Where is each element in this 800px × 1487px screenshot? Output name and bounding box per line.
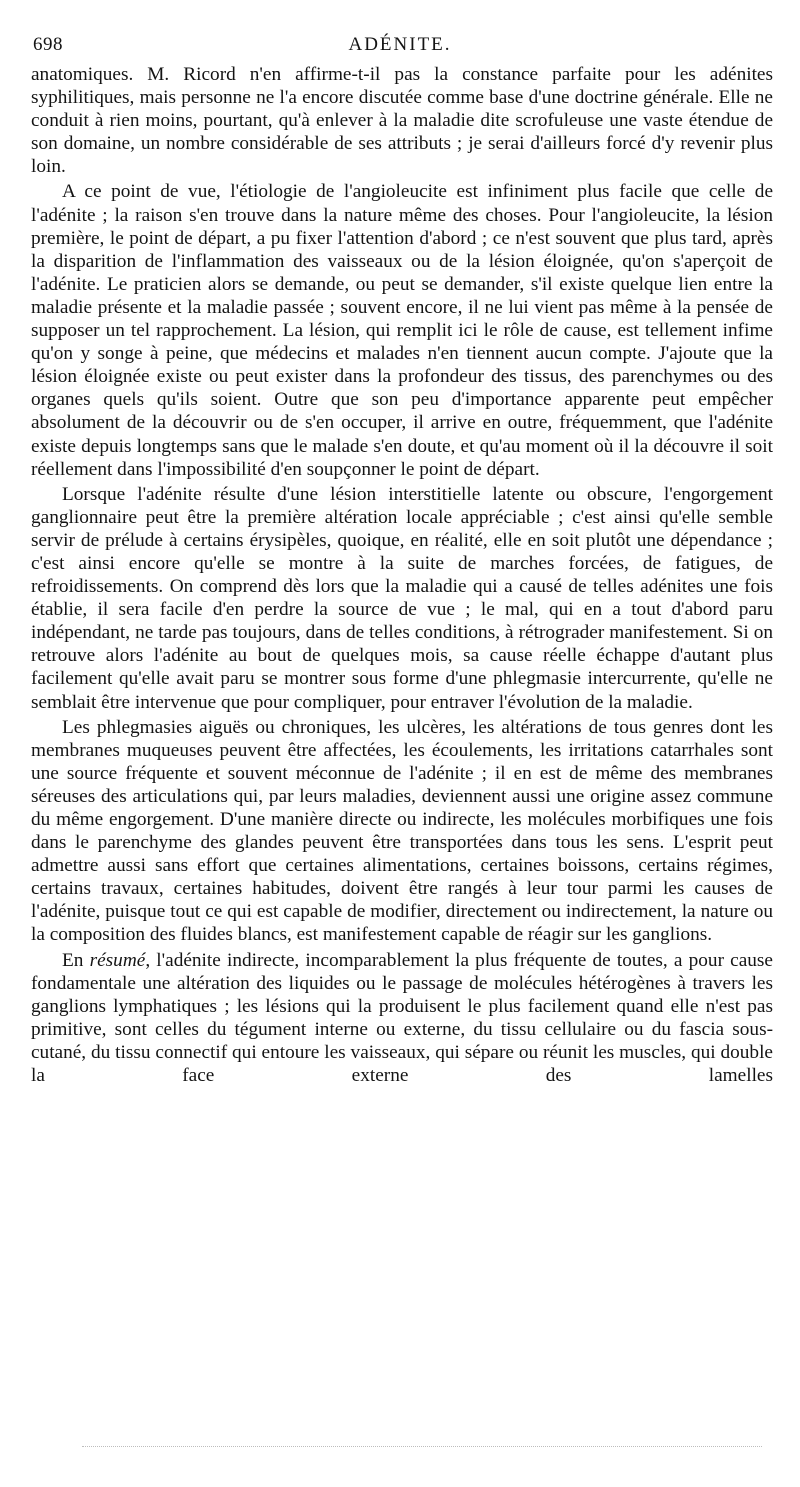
paragraph-3: Lorsque l'adénite résulte d'une lésion interstitielle latente ou obscure, l'engorgement ganglionnaire peut être la première altération locale appréciable ; c'est ainsi qu'elle semble servir de prélude à certains érysipèles, quoique, en réalité, elle en soit plutôt une dépendance ; c'est ainsi encore qu'elle se montre à la suite de marches forcées, de fatigues, de refroidissements. On comprend dès lors que la maladie qui a causé de telles adénites une fois établie, il sera facile d'en perdre la source de vue ; le mal, qui en a tout d'abord paru indépendant, ne tarde pas toujours, dans de telles conditions, à rétrograder manifestement. Si on retrouve alors l'adénite au bout de quelques mois, sa cause réelle échappe d'autant plus facilement qu'elle avait paru se montrer sous forme d'une phlegmasie intercurrente, qu'elle ne semblait être intervenue que pour compliquer, pour entraver l'évolution de la maladie. bbox=[31, 483, 773, 713]
paragraph-5 bbox=[31, 949, 773, 1088]
paragraph-5-lead: En bbox=[62, 949, 90, 971]
body-text bbox=[31, 63, 773, 1089]
footer-rule bbox=[82, 1446, 762, 1447]
running-title: ADÉNITE. bbox=[348, 34, 452, 55]
paragraph-4: Les phlegmasies aiguës ou chroniques, les ulcères, les altérations de tous genres dont les membranes muqueuses peuvent être affectées, les écoulements, les irritations catarrhales sont une source fréquente et souvent méconnue de l'adénite ; il en est de même des membranes séreuses des articulations qui, par leurs maladies, deviennent aussi une origine assez commune du même engorgement. D'une manière directe ou indirecte, les molécules morbifiques une fois dans le parenchyme des glandes peuvent être transportées dans tous les sens. L'esprit peut admettre aussi sans effort que certaines alimentations, certaines boissons, certains régimes, certains travaux, certaines habitudes, doivent être rangés à leur tour parmi les causes de l'adénite, puisque tout ce qui est capable de modifier, directement ou indirectement, la nature ou la composition des fluides blancs, est manifestement capable de réagir sur les ganglions. bbox=[31, 716, 773, 946]
paragraph-5-text: , l'adénite indirecte, incomparablement la plus fréquente de toutes, a pour cause fondamentale une altération des liquides ou le passage de molécules hétérogènes à travers les ganglions lymphatiques ; les lésions qui la produisent le plus facilement quand elle n'est pas primitive, sont celles du tégument interne ou externe, du tissu cellulaire ou du fascia sous-cutané, du tissu connectif qui entoure les vaisseaux, qui sépare ou réunit les muscles, qui double la face externe des lamelles bbox=[31, 949, 773, 1087]
page-number: 698 bbox=[33, 34, 63, 55]
paragraph-1: anatomiques. M. Ricord n'en affirme-t-il pas la constance parfaite pour les adénites syphilitiques, mais personne ne l'a encore discutée comme base d'une doctrine générale. Elle ne conduit à rien moins, pourtant, qu'à enlever à la maladie dite scrofuleuse une vaste étendue de son domaine, un nombre considérable de ses attributs ; je serai d'ailleurs forcé d'y revenir plus loin. bbox=[31, 64, 773, 178]
paragraph-2: A ce point de vue, l'étiologie de l'angioleucite est infiniment plus facile que celle de l'adénite ; la raison s'en trouve dans la nature même des choses. Pour l'angioleucite, la lésion première, le point de départ, a pu fixer l'attention d'abord ; ce n'est souvent que plus tard, après la disparition de l'inflammation des vaisseaux ou de la lésion éloignée, qu'on s'aperçoit de l'adénite. Le praticien alors se demande, ou peut se demander, s'il existe quelque lien entre la maladie présente et la maladie passée ; souvent encore, il ne lui vient pas même à la pensée de supposer un tel rapprochement. La lésion, qui remplit ici le rôle de cause, est tellement infime qu'on y songe à peine, que médecins et malades n'en tiennent aucun compte. J'ajoute que la lésion éloignée existe ou peut exister dans la profondeur des tissus, des parenchymes ou des organes quels qu'ils soient. Outre que son peu d'importance apparente peut empêcher absolument de la découvrir ou de s'en occuper, il arrive en outre, fréquemment, que l'adénite existe depuis longtemps sans que le malade s'en doute, et qu'au moment où il la découvre il soit réellement dans l'impossibilité d'en soupçonner le point de départ. bbox=[31, 181, 773, 480]
page-header bbox=[30, 30, 770, 60]
paragraph-5-emphasis: résumé bbox=[89, 949, 146, 971]
